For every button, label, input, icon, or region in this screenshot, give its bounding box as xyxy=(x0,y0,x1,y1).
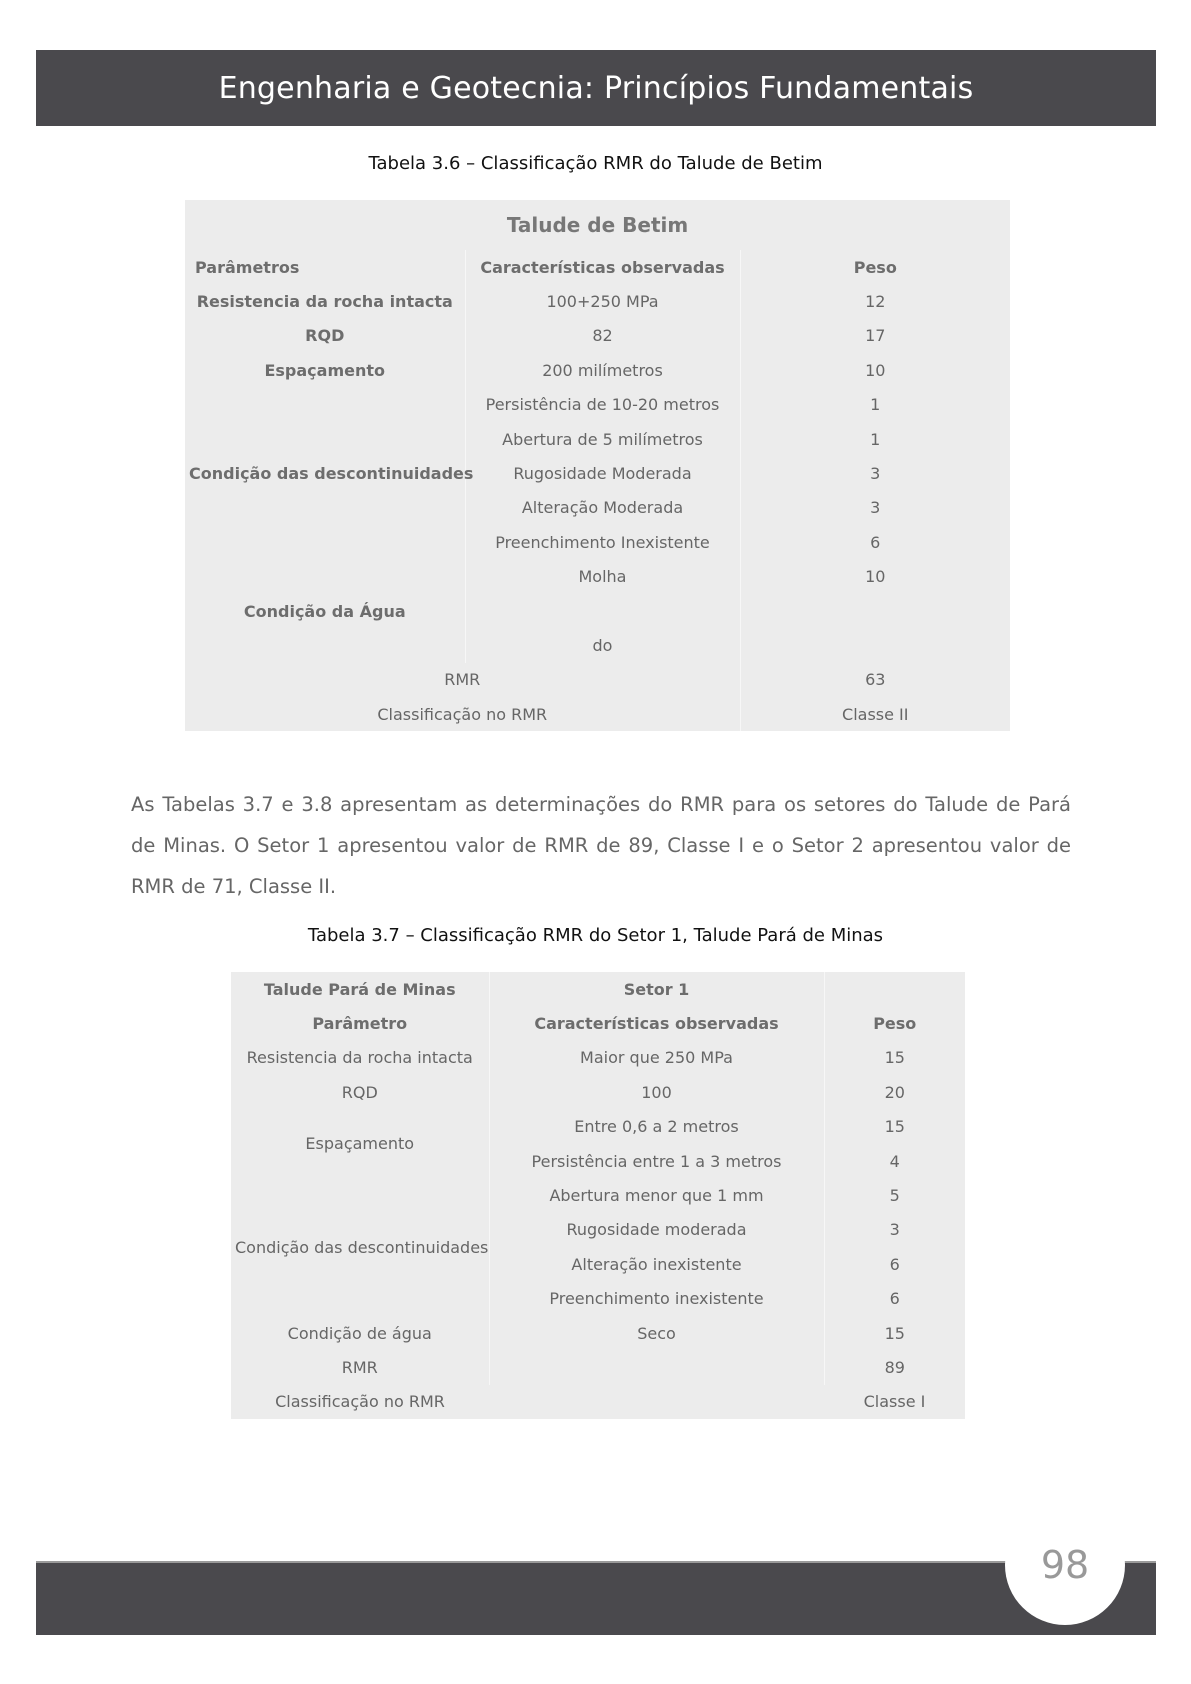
param-cell: RQD xyxy=(185,319,465,353)
peso-cell: 1 xyxy=(870,395,881,415)
obs-cell: Rugosidade moderada xyxy=(489,1213,824,1247)
param-cell: Resistencia da rocha intacta xyxy=(231,1041,489,1075)
table-rmr-para-de-minas xyxy=(231,972,965,1419)
peso-cell: 15 xyxy=(884,1048,905,1068)
obs-cell xyxy=(465,594,740,628)
table-row xyxy=(231,1178,965,1212)
obs-cell: Abertura de 5 milímetros xyxy=(465,422,740,456)
peso-cell: 10 xyxy=(865,567,886,587)
page-number-badge xyxy=(1005,1505,1125,1625)
table-row xyxy=(185,353,1010,387)
table-row xyxy=(185,560,1010,594)
water-label: Condição de água xyxy=(231,1316,489,1350)
discontinuities-label: Condição das descontinuidades xyxy=(231,1178,489,1316)
water-label: Condição da Água xyxy=(185,560,465,663)
rmr-value: 63 xyxy=(865,670,886,690)
table1-header-param: Parâmetros xyxy=(185,250,465,284)
table-row xyxy=(231,1110,965,1144)
table-row xyxy=(231,1350,965,1384)
obs-cell: Maior que 250 MPa xyxy=(489,1041,824,1075)
peso-cell xyxy=(740,628,1010,662)
obs-cell: Alteração inexistente xyxy=(489,1247,824,1281)
peso-cell: 17 xyxy=(865,326,886,346)
table1-title: Talude de Betim xyxy=(506,213,689,237)
classification-label: Classificação no RMR xyxy=(275,1392,445,1412)
peso-cell: 3 xyxy=(889,1220,900,1240)
table-row xyxy=(185,663,1010,697)
peso-cell: 3 xyxy=(870,464,881,484)
classification-value: Classe II xyxy=(842,704,909,724)
obs-cell: Molha xyxy=(465,560,740,594)
peso-cell: 15 xyxy=(884,1117,905,1137)
obs-cell: Abertura menor que 1 mm xyxy=(489,1178,824,1212)
table2-caption: Tabela 3.7 – Classificação RMR do Setor 1, Talude Pará de Minas xyxy=(307,925,884,946)
peso-cell: 4 xyxy=(889,1151,900,1171)
table-rmr-betim xyxy=(185,200,1010,731)
table-row xyxy=(231,1075,965,1109)
table2-header-peso: Peso xyxy=(873,1014,917,1034)
obs-cell: Persistência de 10-20 metros xyxy=(465,388,740,422)
peso-cell: 20 xyxy=(884,1082,905,1102)
obs-cell: do xyxy=(465,628,740,662)
table-row xyxy=(185,284,1010,318)
table-row xyxy=(185,388,1010,422)
obs-cell: Preenchimento inexistente xyxy=(489,1282,824,1316)
obs-cell: 100+250 MPa xyxy=(465,284,740,318)
param-cell: Resistencia da rocha intacta xyxy=(185,284,465,318)
table2-title-mid: Setor 1 xyxy=(489,972,824,1006)
table-row xyxy=(231,1316,965,1350)
obs-cell: Entre 0,6 a 2 metros xyxy=(489,1110,824,1144)
table1-header-obs: Características observadas xyxy=(465,250,740,284)
peso-cell: 5 xyxy=(889,1186,900,1206)
obs-cell: Seco xyxy=(489,1316,824,1350)
classification-label: Classificação no RMR xyxy=(185,697,740,731)
peso-cell: 3 xyxy=(870,498,881,518)
rmr-label: RMR xyxy=(231,1350,489,1384)
param-cell: Espaçamento xyxy=(185,353,465,387)
obs-cell: Persistência entre 1 a 3 metros xyxy=(489,1144,824,1178)
table2-title-left: Talude Pará de Minas xyxy=(231,972,489,1006)
table-row xyxy=(231,1385,965,1419)
obs-cell: 200 milímetros xyxy=(465,353,740,387)
obs-cell: Rugosidade Moderada xyxy=(465,456,740,490)
running-footer xyxy=(36,1563,1156,1635)
table-row xyxy=(231,1041,965,1075)
table1-header-peso: Peso xyxy=(853,257,897,277)
table1-caption: Tabela 3.6 – Classificação RMR do Talude de Betim xyxy=(368,153,823,174)
peso-cell: 12 xyxy=(865,292,886,312)
rmr-value: 89 xyxy=(884,1357,905,1377)
table2-header-param: Parâmetro xyxy=(231,1006,489,1040)
table-row xyxy=(185,697,1010,731)
peso-cell: 6 xyxy=(889,1289,900,1309)
param-cell: RQD xyxy=(231,1075,489,1109)
peso-cell: 15 xyxy=(884,1323,905,1343)
obs-cell: Preenchimento Inexistente xyxy=(465,525,740,559)
obs-cell: 82 xyxy=(465,319,740,353)
rmr-label: RMR xyxy=(185,663,740,697)
discontinuities-label: Condição das descontinuidades xyxy=(185,388,465,560)
spacing-label: Espaçamento xyxy=(231,1110,489,1179)
body-paragraph: As Tabelas 3.7 e 3.8 apresentam as determinações do RMR para os setores do Talude de Pará de Minas. O Setor 1 apresentou valor de RMR de 89, Classe I e o Setor 2 apresentou valor de RMR de 71, Classe II. xyxy=(131,793,1071,898)
obs-cell: 100 xyxy=(489,1075,824,1109)
obs-cell: Alteração Moderada xyxy=(465,491,740,525)
table-row xyxy=(185,319,1010,353)
table2-header-obs: Características observadas xyxy=(489,1006,824,1040)
peso-cell: 6 xyxy=(889,1254,900,1274)
peso-cell: 10 xyxy=(865,360,886,380)
running-header xyxy=(36,50,1156,126)
classification-value: Classe I xyxy=(863,1392,926,1412)
peso-cell: 1 xyxy=(870,429,881,449)
peso-cell xyxy=(740,594,1010,628)
peso-cell: 6 xyxy=(870,532,881,552)
book-title: Engenharia e Geotecnia: Princípios Fundamentais xyxy=(218,70,974,106)
page-number: 98 xyxy=(1040,1543,1090,1587)
